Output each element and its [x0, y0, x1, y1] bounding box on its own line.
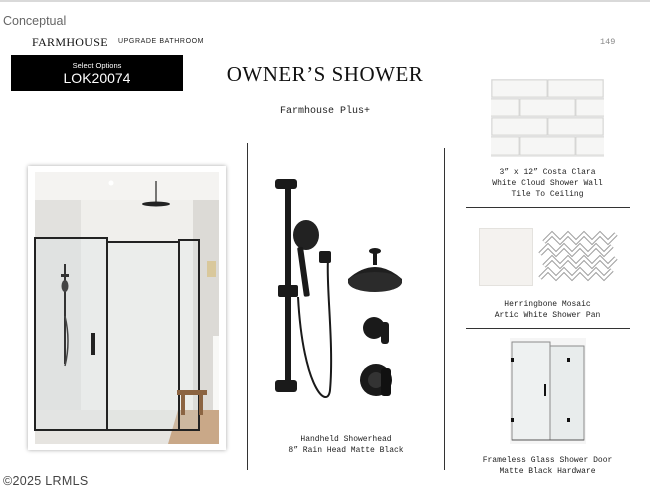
- package-name: Farmhouse Plus+: [279, 106, 370, 117]
- showerhead-caption-line-2: 8” Rain Head Matte Black: [288, 446, 404, 455]
- shower-pan-caption: [465, 299, 630, 321]
- subway-tile-image: [491, 79, 604, 157]
- glass-door-caption-line-2: Matte Black Hardware: [499, 467, 596, 476]
- page-number: 149: [600, 37, 616, 47]
- herringbone-mosaic-image: [538, 228, 618, 284]
- wall-tile-caption: [465, 167, 630, 200]
- showerhead-caption-line-1: Handheld Showerhead: [300, 435, 392, 444]
- top-divider: [0, 0, 650, 2]
- page-title: OWNER’S SHOWER: [226, 62, 424, 86]
- glass-door-caption: [465, 455, 630, 477]
- shower-pan-caption-line-2: Artic White Shower Pan: [494, 311, 601, 320]
- wall-tile-caption-line-2: White Cloud Shower Wall: [492, 179, 603, 188]
- wall-tile-caption-line-3: Tile To Ceiling: [511, 190, 584, 199]
- brand-name: FARMHOUSE: [32, 35, 108, 49]
- right-divider-1: [466, 207, 630, 208]
- glass-door-image: [510, 338, 586, 444]
- copyright-watermark: ©2025 LRMLS: [3, 474, 89, 488]
- shower-fixtures-image: [268, 175, 418, 415]
- right-divider-2: [466, 328, 630, 329]
- showerhead-caption: [248, 434, 444, 456]
- column-divider-right: [444, 148, 445, 470]
- wall-tile-caption-line-1: 3” x 12” Costa Clara: [499, 168, 596, 177]
- column-divider-left: [247, 143, 248, 470]
- conceptual-label: Conceptual: [3, 14, 67, 28]
- shower-room-photo: [28, 166, 226, 450]
- select-options-box: [11, 55, 183, 91]
- white-swatch: [479, 228, 533, 286]
- option-code: LOK20074: [63, 70, 131, 86]
- section-subtitle: UPGRADE BATHROOM: [118, 38, 205, 45]
- glass-door-caption-line-1: Frameless Glass Shower Door: [482, 456, 613, 465]
- select-options-label: Select Options: [72, 61, 122, 70]
- shower-pan-caption-line-1: Herringbone Mosaic: [504, 300, 591, 309]
